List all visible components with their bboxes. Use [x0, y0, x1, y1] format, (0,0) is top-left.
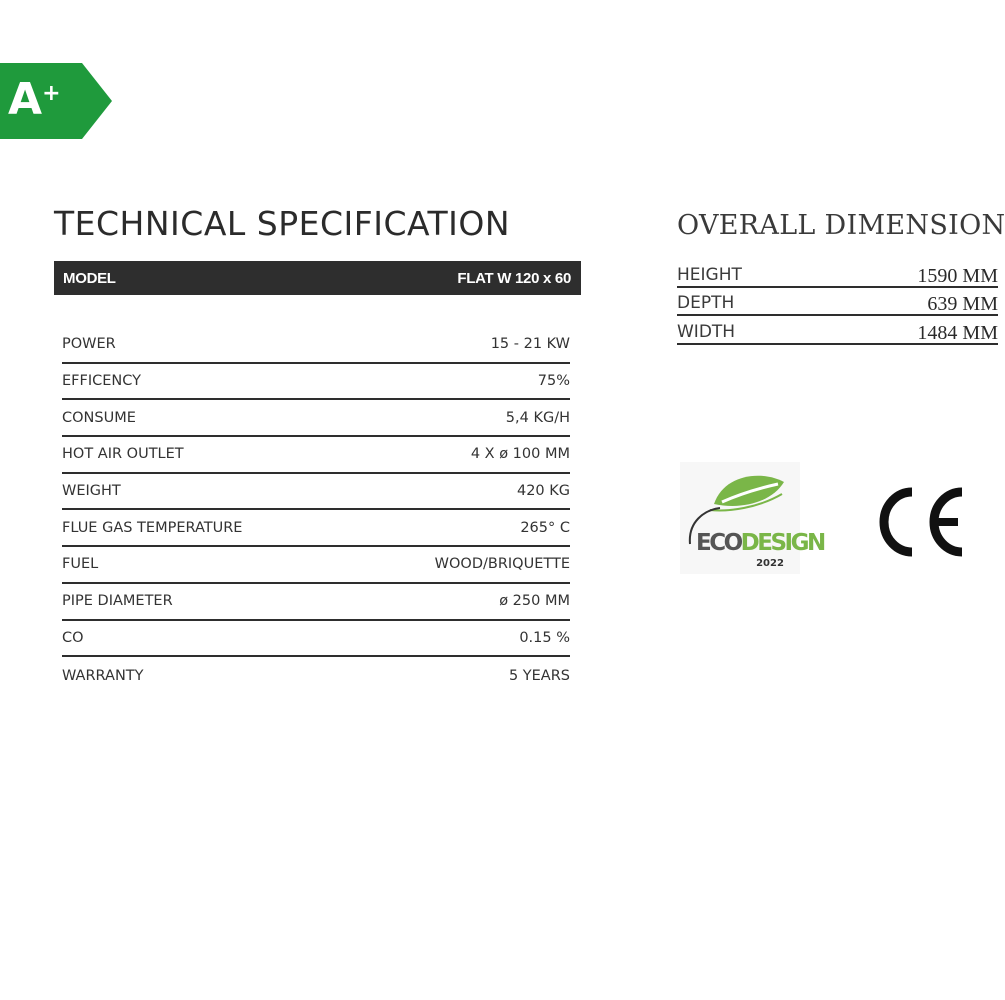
spec-value: 420 KG [516, 483, 570, 500]
spec-row-flue-gas-temperature [62, 510, 570, 547]
overall-dimension-title: OVERALL DIMENSION [677, 210, 1005, 241]
ecodesign-eco-text: ECO [696, 530, 741, 556]
spec-value: ø 250 MM [499, 593, 570, 610]
spec-label: CONSUME [62, 409, 136, 426]
spec-label: WARRANTY [62, 667, 144, 684]
spec-row-weight [62, 474, 570, 511]
energy-class-badge [0, 63, 112, 139]
ce-mark-icon [868, 482, 972, 562]
model-value: FLAT W 120 x 60 [457, 269, 571, 287]
dimension-label: HEIGHT [677, 264, 742, 285]
spec-value: WOOD/BRIQUETTE [434, 556, 570, 573]
model-header-bar [54, 261, 581, 295]
dimension-row-depth [677, 288, 998, 317]
dimension-value: 639 MM [927, 293, 998, 315]
spec-label: CO [62, 629, 84, 646]
spec-label: WEIGHT [62, 483, 121, 500]
technical-specification-title: TECHNICAL SPECIFICATION [54, 204, 511, 243]
spec-value: 265° C [520, 519, 570, 536]
dimension-label: DEPTH [677, 293, 735, 313]
spec-row-pipe-diameter [62, 584, 570, 621]
spec-row-fuel [62, 547, 570, 584]
spec-table [62, 327, 570, 694]
spec-label: POWER [62, 336, 116, 353]
spec-value: 75% [537, 373, 570, 390]
spec-label: EFFICENCY [62, 373, 141, 390]
dimension-value: 1590 MM [917, 264, 998, 287]
svg-text:ECODESIGN [696, 530, 825, 556]
spec-row-warranty [62, 657, 570, 694]
spec-value: 5 YEARS [508, 667, 570, 684]
spec-label: HOT AIR OUTLET [62, 446, 184, 463]
ecodesign-logo [680, 462, 824, 574]
spec-label: FLUE GAS TEMPERATURE [62, 519, 243, 536]
spec-value: 4 X ø 100 MM [470, 446, 570, 463]
spec-row-power [62, 327, 570, 364]
dimension-row-width [677, 316, 998, 345]
spec-row-efficency [62, 364, 570, 401]
spec-value: 0.15 % [519, 629, 570, 646]
dimension-label: WIDTH [677, 321, 736, 342]
dimension-table [677, 259, 998, 345]
ecodesign-design-text: DESIGN [740, 530, 824, 556]
leaf-icon [710, 476, 784, 511]
spec-row-co [62, 621, 570, 658]
spec-row-consume [62, 400, 570, 437]
dimension-row-height [677, 259, 998, 288]
spec-row-hot-air-outlet [62, 437, 570, 474]
spec-value: 15 - 21 KW [490, 336, 570, 353]
dimension-value: 1484 MM [917, 321, 998, 344]
spec-label: PIPE DIAMETER [62, 593, 173, 610]
model-label: MODEL [63, 269, 116, 287]
spec-value: 5,4 KG/H [505, 409, 570, 426]
spec-label: FUEL [62, 556, 99, 573]
energy-class-label: A+ [8, 74, 61, 125]
ecodesign-year: 2022 [756, 558, 784, 569]
